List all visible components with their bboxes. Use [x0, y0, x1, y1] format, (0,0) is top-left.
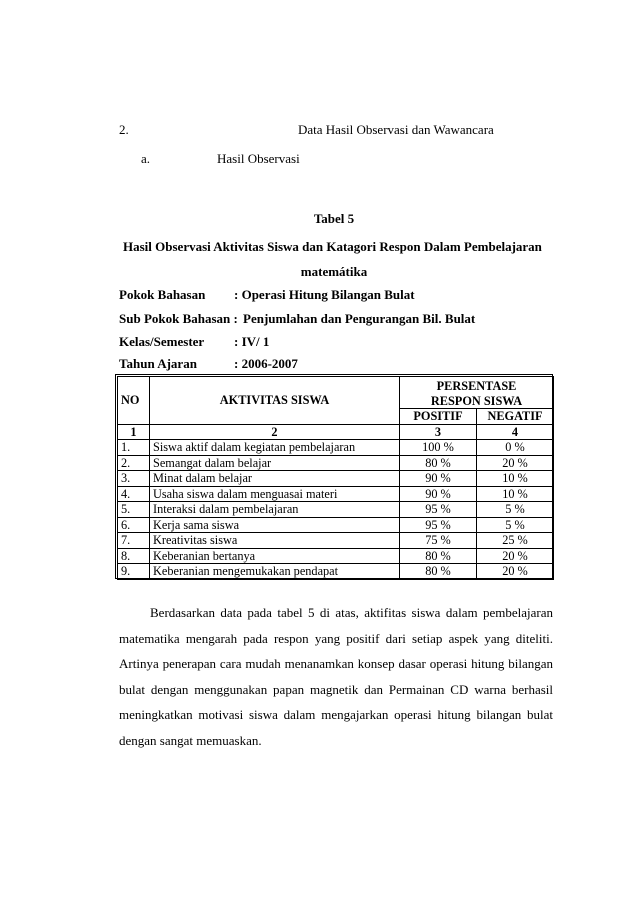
- row-negatif: 0 %: [477, 440, 554, 456]
- row-positif: 95 %: [400, 517, 477, 533]
- row-positif: 80 %: [400, 455, 477, 471]
- row-negatif: 10 %: [477, 471, 554, 487]
- meta-value-subpokok: Penjumlahan dan Pengurangan Bil. Bulat: [243, 311, 476, 326]
- table-row: [118, 533, 554, 549]
- row-negatif: 20 %: [477, 564, 554, 580]
- row-positif: 75 %: [400, 533, 477, 549]
- table-title-line2: matemátika: [300, 264, 368, 279]
- row-aktivitas: Minat dalam belajar: [150, 471, 400, 487]
- column-number: 2: [150, 424, 400, 440]
- row-no: 4.: [118, 486, 150, 502]
- table-label: Tabel 5: [313, 211, 355, 226]
- header-positif: POSITIF: [400, 409, 477, 425]
- column-number: 4: [477, 424, 554, 440]
- section-title: Data Hasil Observasi dan Wawancara: [298, 122, 494, 137]
- row-no: 8.: [118, 548, 150, 564]
- meta-value-tahun: : 2006-2007: [234, 356, 298, 371]
- row-negatif: 10 %: [477, 486, 554, 502]
- row-positif: 90 %: [400, 486, 477, 502]
- row-positif: 80 %: [400, 548, 477, 564]
- header-aktivitas: AKTIVITAS SISWA: [150, 377, 400, 425]
- row-aktivitas: Usaha siswa dalam menguasai materi: [150, 486, 400, 502]
- subsection-title: Hasil Observasi: [217, 151, 300, 166]
- table-row: [118, 486, 554, 502]
- column-number: 3: [400, 424, 477, 440]
- header-no: NO: [118, 377, 150, 425]
- paragraph-line: bulat dengan menggunakan papan magnetik dan Permainan CD warna berhasil: [119, 681, 553, 697]
- table-row: [118, 502, 554, 518]
- row-no: 7.: [118, 533, 150, 549]
- row-no: 6.: [118, 517, 150, 533]
- observation-table: [117, 376, 554, 580]
- row-negatif: 5 %: [477, 517, 554, 533]
- row-positif: 95 %: [400, 502, 477, 518]
- meta-label-pokok: Pokok Bahasan: [119, 287, 206, 302]
- row-aktivitas: Kreativitas siswa: [150, 533, 400, 549]
- header-negatif: NEGATIF: [477, 409, 554, 425]
- row-aktivitas: Interaksi dalam pembelajaran: [150, 502, 400, 518]
- meta-label-subpokok: Sub Pokok Bahasan :: [119, 311, 238, 326]
- row-negatif: 20 %: [477, 455, 554, 471]
- row-no: 9.: [118, 564, 150, 580]
- row-negatif: 5 %: [477, 502, 554, 518]
- column-number-row: [118, 424, 554, 440]
- table-row: [118, 564, 554, 580]
- row-negatif: 20 %: [477, 548, 554, 564]
- meta-value-pokok: : Operasi Hitung Bilangan Bulat: [234, 287, 415, 302]
- header-persentase-line2: RESPON SISWA: [400, 394, 554, 409]
- table-row: [118, 455, 554, 471]
- table-row: [118, 440, 554, 456]
- row-aktivitas: Keberanian bertanya: [150, 548, 400, 564]
- row-aktivitas: Keberanian mengemukakan pendapat: [150, 564, 400, 580]
- table-row: [118, 471, 554, 487]
- conclusion-paragraph: [119, 600, 553, 753]
- section-number: 2.: [119, 122, 129, 137]
- row-aktivitas: Kerja sama siswa: [150, 517, 400, 533]
- row-no: 2.: [118, 455, 150, 471]
- meta-value-kelas: : IV/ 1: [234, 334, 270, 349]
- column-number: 1: [118, 424, 150, 440]
- table-row: [118, 517, 554, 533]
- meta-label-tahun: Tahun Ajaran: [119, 356, 197, 371]
- row-positif: 90 %: [400, 471, 477, 487]
- table-row: [118, 548, 554, 564]
- row-no: 3.: [118, 471, 150, 487]
- paragraph-line: meningkatkan motivasi siswa dalam mengajarkan operasi hitung bilangan bulat: [119, 707, 553, 722]
- row-no: 1.: [118, 440, 150, 456]
- meta-label-kelas: Kelas/Semester: [119, 334, 205, 349]
- paragraph-line: dengan sangat memuaskan.: [119, 732, 262, 748]
- row-positif: 80 %: [400, 564, 477, 580]
- row-positif: 100 %: [400, 440, 477, 456]
- header-persentase-line1: PERSENTASE: [400, 377, 554, 394]
- row-negatif: 25 %: [477, 533, 554, 549]
- table-title-line1: Hasil Observasi Aktivitas Siswa dan Katagori Respon Dalam Pembelajaran: [123, 239, 542, 254]
- row-no: 5.: [118, 502, 150, 518]
- paragraph-line: Artinya penerapan cara mudah menanamkan konsep dasar operasi hitung bilangan: [119, 656, 553, 671]
- row-aktivitas: Semangat dalam belajar: [150, 455, 400, 471]
- paragraph-line: matematika mengarah pada respon yang positif dari setiap aspek yang diteliti.: [119, 630, 553, 646]
- paragraph-line: Berdasarkan data pada tabel 5 di atas, aktifitas siswa dalam pembelajaran: [150, 605, 553, 620]
- subsection-number: a.: [141, 151, 151, 166]
- row-aktivitas: Siswa aktif dalam kegiatan pembelajaran: [150, 440, 400, 456]
